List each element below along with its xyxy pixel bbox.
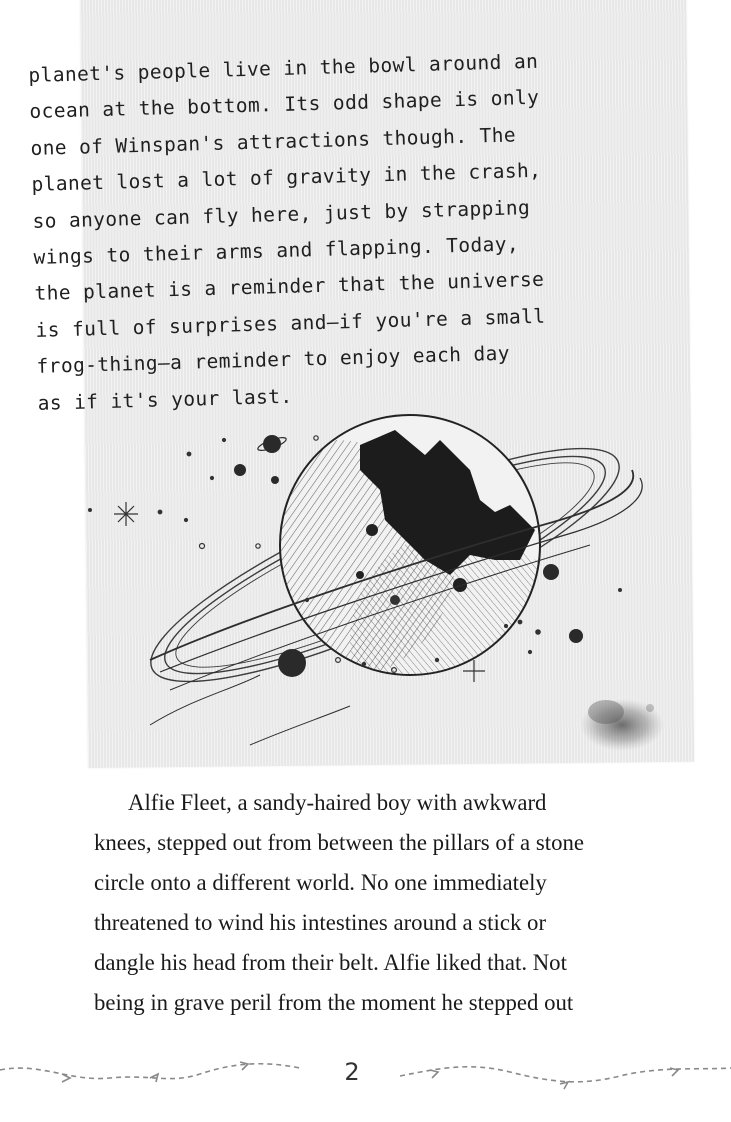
note-line: as if it's your last. — [37, 384, 293, 415]
note-line: planet's people live in the bowl around an — [28, 49, 539, 87]
story-line: circle onto a different world. No one immediately — [94, 870, 547, 895]
story-line: threatened to wind his intestines around a stick or — [94, 910, 547, 935]
story-line: dangle his head from their belt. Alfie liked that. Not — [94, 950, 567, 975]
note-line: so anyone can fly here, just by strapping — [32, 195, 531, 233]
right-wave — [400, 1067, 731, 1082]
story-line: knees, stepped out from between the pillars of a stone — [94, 830, 584, 855]
note-line: wings to their arms and flapping. Today, — [33, 232, 520, 269]
story-line: being in grave peril from the moment he stepped out — [94, 990, 574, 1015]
note-line: one of Winspan's attractions though. The — [30, 123, 517, 160]
note-line: ocean at the bottom. Its odd shape is only — [29, 86, 540, 124]
page-number: 2 — [344, 1058, 360, 1086]
left-wave — [0, 1064, 300, 1079]
note-line: planet lost a lot of gravity in the crash, — [31, 158, 542, 197]
story-text — [94, 783, 674, 1023]
note-line: the planet is a reminder that the universe — [34, 268, 545, 306]
note-line: frog-thing—a reminder to enjoy each day — [36, 341, 511, 379]
note-line: is full of surprises and—if you're a small — [35, 304, 546, 342]
note-text — [28, 43, 568, 422]
story-line: Alfie Fleet, a sandy-haired boy with awkward — [128, 790, 547, 815]
